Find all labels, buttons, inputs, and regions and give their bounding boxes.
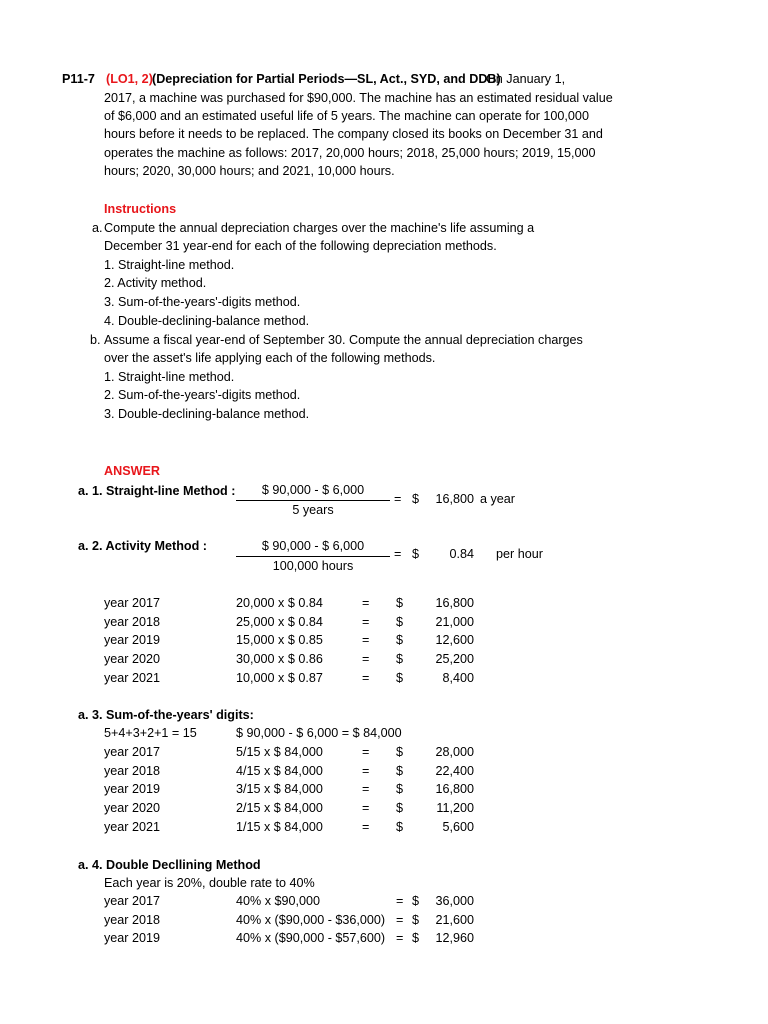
activity-equals: = <box>394 547 402 561</box>
row-amount: 21,600 <box>435 912 474 927</box>
sl-dollar: $ <box>412 492 420 506</box>
syd-base: $ 90,000 - $ 6,000 = $ 84,000 <box>236 726 402 740</box>
row-calculation: 40% x $90,000 <box>236 894 321 908</box>
activity-denominator: 100,000 hours <box>272 559 354 573</box>
activity-rate: 0.84 <box>449 547 474 561</box>
row-equals: = <box>362 670 370 685</box>
row-equals: = <box>396 912 404 927</box>
row-dollar: $ <box>396 614 404 629</box>
row-equals: = <box>362 614 370 629</box>
row-equals: = <box>362 782 370 797</box>
row-equals: = <box>362 819 370 834</box>
row-amount: 36,000 <box>435 894 474 908</box>
activity-unit: per hour <box>496 547 543 561</box>
instruction-line: over the asset's life applying each of the following methods. <box>104 351 436 365</box>
row-dollar: $ <box>396 652 404 667</box>
row-year: year 2021 <box>104 670 161 685</box>
row-amount: 5,600 <box>442 819 474 834</box>
row-dollar: $ <box>396 819 404 834</box>
syd-sum: 5+4+3+2+1 = 15 <box>104 726 197 740</box>
row-dollar: $ <box>396 745 404 759</box>
problem-topic: (Depreciation for Partial Periods—SL, Act., SYD, and DDB) <box>152 72 501 86</box>
problem-line: hours before it needs to be replaced. The company closed its books on December 31 and <box>104 127 603 141</box>
answer-heading: ANSWER <box>104 464 160 478</box>
row-dollar: $ <box>412 931 420 946</box>
row-year: year 2018 <box>104 912 161 927</box>
straight-line-label: a. 1. Straight-line Method : <box>78 484 236 498</box>
row-year: year 2019 <box>104 633 161 648</box>
row-calculation: 4/15 x $ 84,000 <box>236 763 323 778</box>
row-year: year 2021 <box>104 819 161 834</box>
row-dollar: $ <box>396 596 404 610</box>
sl-denominator: 5 years <box>292 503 334 517</box>
row-year: year 2019 <box>104 931 161 946</box>
row-calculation: 40% x ($90,000 - $36,000) <box>236 912 386 927</box>
activity-label: a. 2. Activity Method : <box>78 539 207 553</box>
row-year: year 2020 <box>104 801 161 816</box>
row-calculation: 10,000 x $ 0.87 <box>236 670 323 685</box>
learning-objective: (LO1, 2) <box>106 72 153 86</box>
row-calculation: 30,000 x $ 0.86 <box>236 652 323 667</box>
row-amount: 16,800 <box>435 782 474 797</box>
sl-value: 16,800 <box>435 492 474 506</box>
instruction-item: 3. Double-declining-balance method. <box>104 407 310 421</box>
row-equals: = <box>362 596 370 610</box>
instruction-line: Compute the annual depreciation charges over the machine's life assuming a <box>104 221 535 235</box>
row-year: year 2018 <box>104 614 161 629</box>
row-amount: 12,600 <box>435 633 474 648</box>
row-equals: = <box>362 763 370 778</box>
problem-line: 2017, a machine was purchased for $90,000. The machine has an estimated residual value <box>104 91 613 105</box>
row-dollar: $ <box>412 894 420 908</box>
row-equals: = <box>362 633 370 648</box>
row-year: year 2017 <box>104 596 161 610</box>
syd-label: a. 3. Sum-of-the-years' digits: <box>78 708 254 722</box>
activity-numerator: $ 90,000 - $ 6,000 <box>261 539 365 553</box>
row-year: year 2020 <box>104 652 161 667</box>
instruction-marker-b: b. <box>90 333 101 347</box>
sl-equals: = <box>394 492 402 506</box>
instruction-item: 4. Double-declining-balance method. <box>104 314 310 328</box>
problem-line: of $6,000 and an estimated useful life of 5 years. The machine can operate for 100,000 <box>104 109 589 123</box>
row-equals: = <box>362 745 370 759</box>
instruction-item: 1. Straight-line method. <box>104 370 235 384</box>
instruction-line: December 31 year-end for each of the following depreciation methods. <box>104 239 497 253</box>
instruction-item: 2. Activity method. <box>104 276 207 290</box>
row-dollar: $ <box>396 782 404 797</box>
instruction-line: Assume a fiscal year-end of September 30. Compute the annual depreciation charges <box>104 333 583 347</box>
sl-unit: a year <box>480 492 516 506</box>
row-equals: = <box>396 931 404 946</box>
row-year: year 2017 <box>104 745 161 759</box>
row-amount: 8,400 <box>442 670 474 685</box>
instruction-item: 3. Sum-of-the-years'-digits method. <box>104 295 301 309</box>
row-year: year 2017 <box>104 894 161 908</box>
problem-line: On January 1, <box>486 72 566 86</box>
instruction-item: 2. Sum-of-the-years'-digits method. <box>104 388 301 402</box>
problem-label: P11-7 <box>62 72 95 86</box>
row-amount: 16,800 <box>435 596 474 610</box>
row-dollar: $ <box>396 763 404 778</box>
row-amount: 21,000 <box>435 614 474 629</box>
row-dollar: $ <box>396 633 404 648</box>
row-amount: 28,000 <box>435 745 474 759</box>
row-year: year 2018 <box>104 763 161 778</box>
sl-numerator: $ 90,000 - $ 6,000 <box>261 483 365 497</box>
instruction-marker-a: a. <box>92 221 103 235</box>
row-calculation: 1/15 x $ 84,000 <box>236 819 323 834</box>
row-calculation: 20,000 x $ 0.84 <box>236 596 323 610</box>
activity-dollar: $ <box>412 547 420 561</box>
row-calculation: 25,000 x $ 0.84 <box>236 614 323 629</box>
row-year: year 2019 <box>104 782 161 797</box>
instruction-item: 1. Straight-line method. <box>104 258 235 272</box>
ddb-note: Each year is 20%, double rate to 40% <box>104 876 315 890</box>
ddb-label: a. 4. Double Decllining Method <box>78 858 261 872</box>
row-dollar: $ <box>396 801 404 816</box>
row-amount: 25,200 <box>435 652 474 667</box>
row-dollar: $ <box>412 912 420 927</box>
row-equals: = <box>396 894 404 908</box>
row-calculation: 2/15 x $ 84,000 <box>236 801 323 816</box>
row-calculation: 40% x ($90,000 - $57,600) <box>236 931 386 946</box>
problem-line: operates the machine as follows: 2017, 20,000 hours; 2018, 25,000 hours; 2019, 15,000 <box>104 146 596 160</box>
row-amount: 12,960 <box>435 931 474 946</box>
row-dollar: $ <box>396 670 404 685</box>
row-calculation: 5/15 x $ 84,000 <box>236 745 323 759</box>
row-amount: 22,400 <box>435 763 474 778</box>
row-equals: = <box>362 801 370 816</box>
instructions-heading: Instructions <box>104 202 177 216</box>
row-equals: = <box>362 652 370 667</box>
problem-line: hours; 2020, 30,000 hours; and 2021, 10,000 hours. <box>104 164 395 178</box>
row-calculation: 15,000 x $ 0.85 <box>236 633 323 648</box>
row-amount: 11,200 <box>436 801 474 816</box>
row-calculation: 3/15 x $ 84,000 <box>236 782 323 797</box>
